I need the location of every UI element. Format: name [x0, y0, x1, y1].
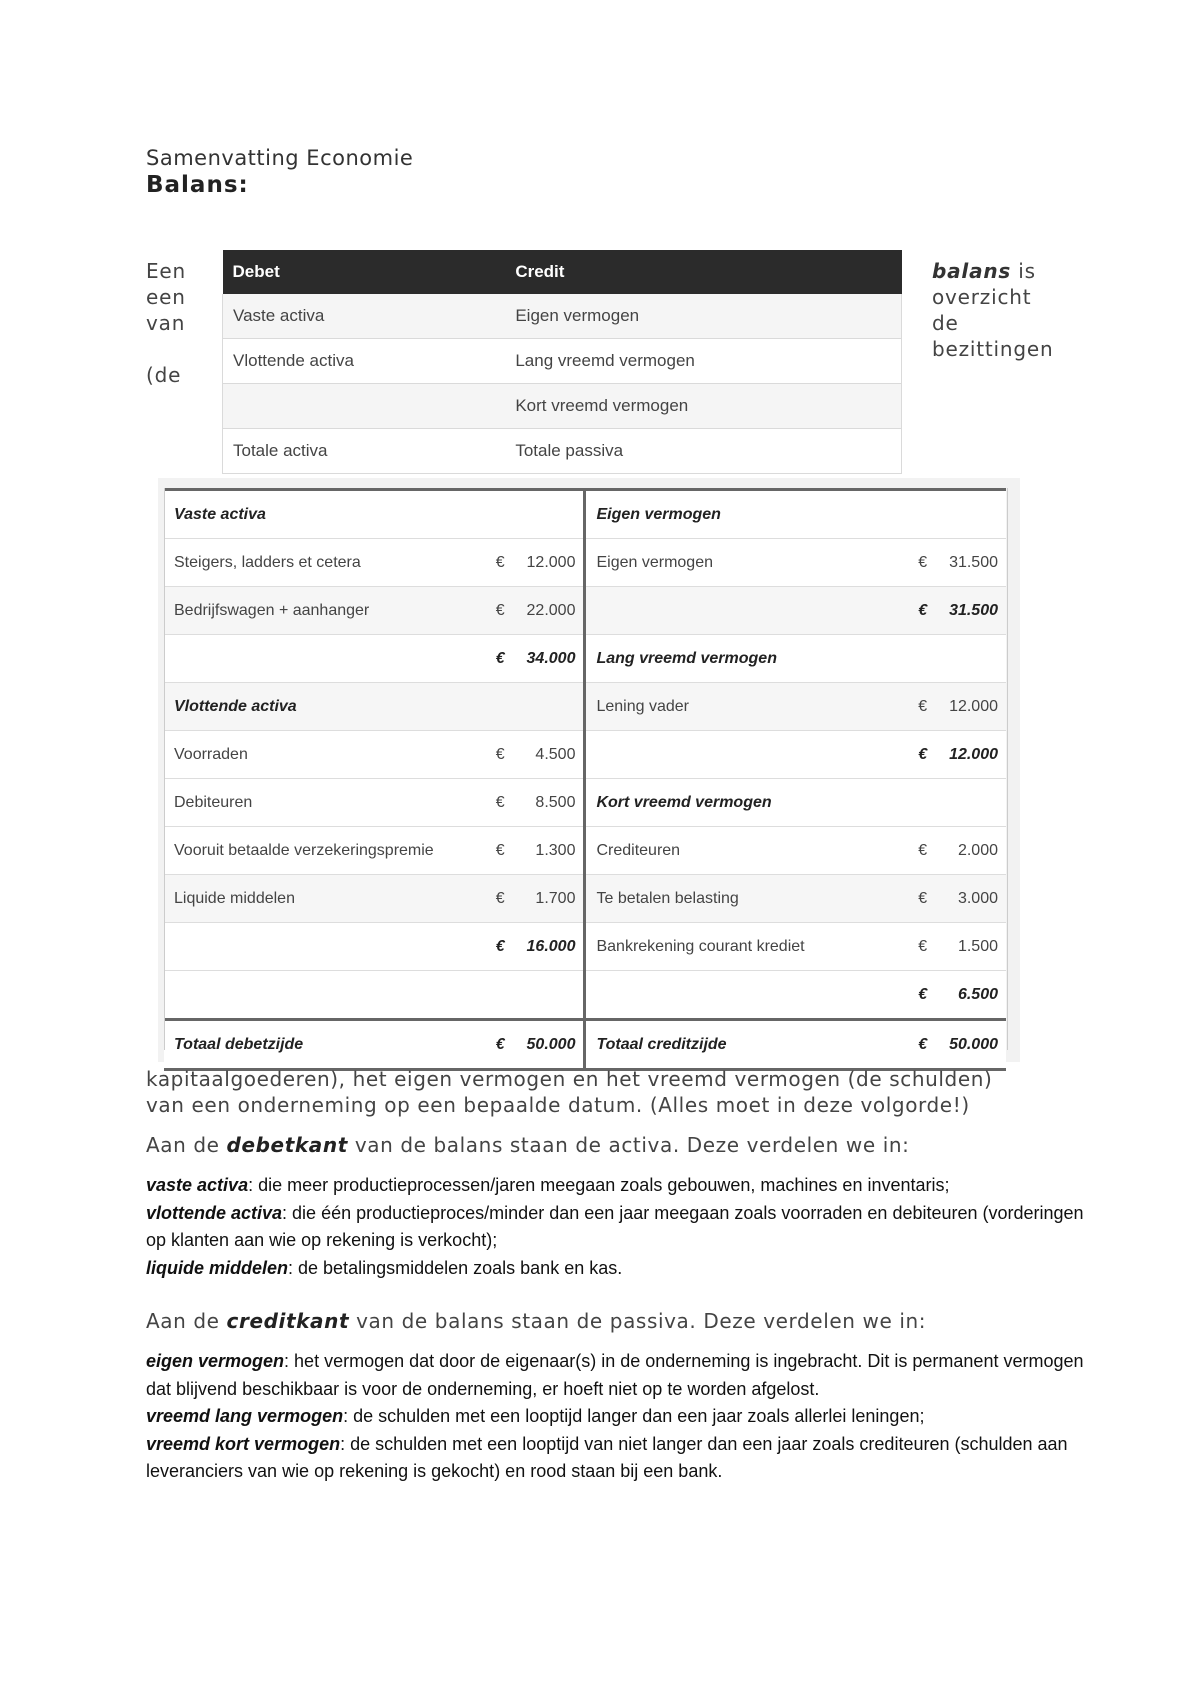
passiva-cell: Eigen vermogen	[585, 490, 908, 539]
activa-cell: Vaste activa	[164, 490, 485, 539]
passiva-cell: 50.000	[938, 1020, 1006, 1070]
document-title: Samenvatting Economie	[146, 146, 414, 170]
passiva-cell: €	[908, 539, 938, 587]
passiva-cell: 1.500	[938, 923, 1006, 971]
activa-cell: €	[485, 923, 515, 971]
activa-cell: €	[485, 731, 515, 779]
activa-cell: €	[485, 827, 515, 875]
balance-row	[164, 827, 1006, 875]
activa-cell: Vlottende activa	[164, 683, 485, 731]
activa-cell: Steigers, ladders et cetera	[164, 539, 485, 587]
activa-cell: €	[485, 635, 515, 683]
list-item: vreemd kort vermogen: de schulden met een looptijd van niet langer dan een jaar zoals crediteuren (schulden aan leveranciers van wie op rekening is gekocht) en rood staan bij een bank.	[146, 1433, 1068, 1481]
activa-cell	[164, 971, 485, 1020]
activa-cell: 1.700	[515, 875, 585, 923]
passiva-cell	[585, 587, 908, 635]
passiva-cell: €	[908, 731, 938, 779]
activa-cell: €	[485, 587, 515, 635]
passiva-cell: 31.500	[938, 539, 1006, 587]
passiva-cell: 12.000	[938, 731, 1006, 779]
passiva-cell: 2.000	[938, 827, 1006, 875]
debet-credit-table	[222, 250, 902, 474]
activa-cell	[485, 490, 515, 539]
activa-cell: Voorraden	[164, 731, 485, 779]
passiva-cell: €	[908, 875, 938, 923]
table-row: Vlottende activa Lang vreemd vermogen	[223, 339, 902, 384]
creditkant-term: creditkant	[226, 1309, 350, 1333]
balance-row	[164, 875, 1006, 923]
activa-cell: €	[485, 539, 515, 587]
passiva-cell: €	[908, 587, 938, 635]
credit-items	[146, 1348, 1086, 1486]
balance-row	[164, 635, 1006, 683]
passiva-cell: €	[908, 827, 938, 875]
passiva-cell	[938, 635, 1006, 683]
passiva-cell	[938, 779, 1006, 827]
header-credit: Credit	[497, 250, 901, 294]
activa-cell	[485, 683, 515, 731]
activa-cell: 22.000	[515, 587, 585, 635]
table-row: Totale activa Totale passiva	[223, 429, 902, 474]
balance-sheet-image	[158, 478, 1020, 1062]
debetkant-term: debetkant	[226, 1133, 348, 1157]
list-item: liquide middelen: de betalingsmiddelen zoals bank en kas.	[146, 1257, 623, 1278]
passiva-cell	[585, 971, 908, 1020]
debetkant-intro: Aan de debetkant van de balans staan de activa. Deze verdelen we in:	[146, 1133, 910, 1157]
passiva-cell: €	[908, 683, 938, 731]
activa-cell: 12.000	[515, 539, 585, 587]
activa-cell	[485, 971, 515, 1020]
balance-row	[164, 683, 1006, 731]
passiva-cell: Eigen vermogen	[585, 539, 908, 587]
balance-row	[164, 587, 1006, 635]
activa-cell: 34.000	[515, 635, 585, 683]
intro-left-fragment: Een een van (de	[146, 259, 187, 387]
activa-cell: Debiteuren	[164, 779, 485, 827]
activa-cell: €	[485, 779, 515, 827]
activa-cell: 16.000	[515, 923, 585, 971]
passiva-cell	[938, 490, 1006, 539]
passiva-cell: 31.500	[938, 587, 1006, 635]
passiva-cell: €	[908, 923, 938, 971]
activa-cell: Liquide middelen	[164, 875, 485, 923]
activa-cell: 4.500	[515, 731, 585, 779]
table-header-row	[223, 250, 902, 294]
passiva-cell: Te betalen belasting	[585, 875, 908, 923]
passiva-cell	[908, 779, 938, 827]
activa-cell: 1.300	[515, 827, 585, 875]
activa-cell: Bedrijfswagen + aanhanger	[164, 587, 485, 635]
balance-row	[164, 779, 1006, 827]
balance-sheet-table	[164, 488, 1006, 1071]
activa-cell: €	[485, 875, 515, 923]
passiva-cell	[908, 635, 938, 683]
passiva-cell: 6.500	[938, 971, 1006, 1020]
passiva-cell	[585, 731, 908, 779]
list-item: vaste activa: die meer productieprocessen/jaren meegaan zoals gebouwen, machines en inventaris;	[146, 1175, 950, 1195]
balans-term: balans	[932, 259, 1012, 283]
passiva-cell: Lang vreemd vermogen	[585, 635, 908, 683]
activa-cell: 8.500	[515, 779, 585, 827]
passiva-cell: Crediteuren	[585, 827, 908, 875]
list-item: vreemd lang vermogen: de schulden met een looptijd langer dan een jaar zoals allerlei leningen;	[146, 1406, 925, 1426]
balance-row	[164, 1020, 1006, 1070]
balance-row	[164, 539, 1006, 587]
passiva-cell	[908, 490, 938, 539]
passiva-cell: 3.000	[938, 875, 1006, 923]
balance-row	[164, 923, 1006, 971]
activa-cell: €	[485, 1020, 515, 1070]
list-item: eigen vermogen: het vermogen dat door de eigenaar(s) in de onderneming is ingebracht. Dit is permanent vermogen dat blijvend beschikbaar is voor de onderneming, er hoeft niet op te worden afgelost.	[146, 1351, 1084, 1399]
list-item: vlottende activa: die één productieproces/minder dan een jaar meegaan zoals voorraden en debiteuren (vorderingen op klanten aan wie op rekening is verkocht);	[146, 1202, 1084, 1250]
intro-right-fragment: balans is overzicht de bezittingen	[932, 259, 1054, 361]
section-heading: Balans:	[146, 172, 249, 198]
passiva-cell: Totaal creditzijde	[585, 1020, 908, 1070]
passiva-cell: 12.000	[938, 683, 1006, 731]
creditkant-intro: Aan de creditkant van de balans staan de passiva. Deze verdelen we in:	[146, 1309, 927, 1333]
activa-cell: Totaal debetzijde	[164, 1020, 485, 1070]
activa-cell	[515, 683, 585, 731]
table-row: Vaste activa Eigen vermogen	[223, 294, 902, 339]
passiva-cell: Kort vreemd vermogen	[585, 779, 908, 827]
table-row: Kort vreemd vermogen	[223, 384, 902, 429]
balance-row	[164, 490, 1006, 539]
passiva-cell: €	[908, 1020, 938, 1070]
balance-row	[164, 971, 1006, 1020]
debet-items	[146, 1172, 1086, 1282]
activa-cell	[164, 635, 485, 683]
activa-cell	[164, 923, 485, 971]
balans-definition: kapitaalgoederen), het eigen vermogen en het vreemd vermogen (de schulden) van een onderneming op een bepaalde datum. (Alles moet in deze volgorde!)	[146, 1067, 993, 1117]
activa-cell	[515, 971, 585, 1020]
activa-cell: 50.000	[515, 1020, 585, 1070]
activa-cell	[515, 490, 585, 539]
passiva-cell: €	[908, 971, 938, 1020]
passiva-cell: Lening vader	[585, 683, 908, 731]
balance-row	[164, 731, 1006, 779]
header-debet: Debet	[223, 250, 498, 294]
passiva-cell: Bankrekening courant krediet	[585, 923, 908, 971]
activa-cell: Vooruit betaalde verzekeringspremie	[164, 827, 485, 875]
